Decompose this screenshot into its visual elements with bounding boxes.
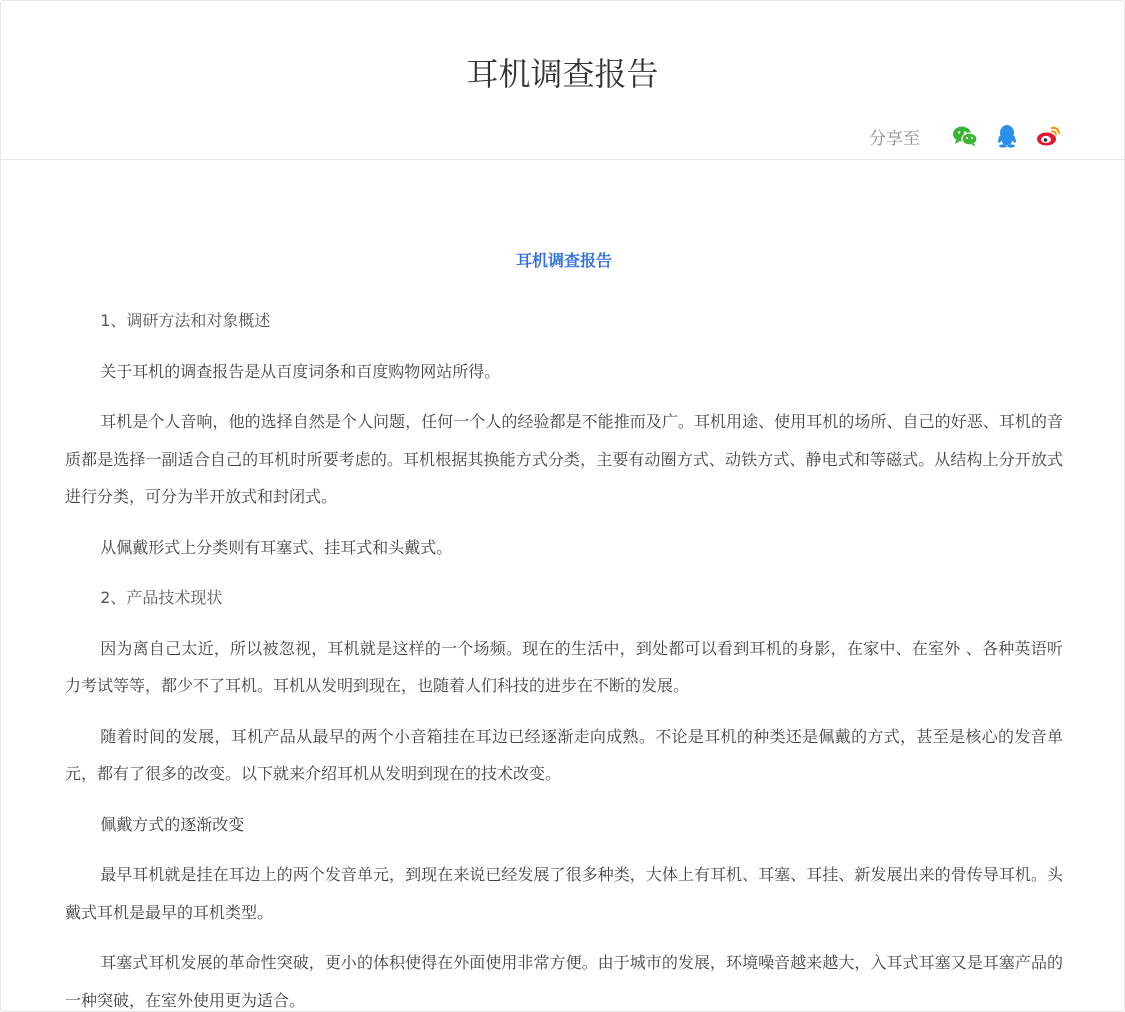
paragraph: 关于耳机的调查报告是从百度词条和百度购物网站所得。 (100, 361, 501, 381)
share-label: 分享至 (869, 128, 920, 149)
paragraph: 从佩戴形式上分类则有耳塞式、挂耳式和头戴式。 (100, 537, 453, 557)
paragraph: 耳塞式耳机发展的革命性突破，更小的体积使得在外面使用非常方便。由于城市的发展，环境噪音越来越大，入耳式耳塞又是耳塞产品的一种突破，在室外使用更为适合。 (65, 953, 1063, 1010)
section-heading: 1、调研方法和对象概述 (100, 311, 271, 330)
paragraph: 因为离自己太近，所以被忽视，耳机就是这样的一个场频。现在的生活中，到处都可以看到耳机的身影，在家中、在室外 、各种英语听力考试等等，都少不了耳机。耳机从发明到现在，也随着人们科技的进步在不断的发展。 (65, 638, 1063, 695)
qq-icon[interactable] (994, 123, 1020, 149)
wechat-icon[interactable] (952, 123, 978, 149)
paragraph: 随着时间的发展，耳机产品从最早的两个小音箱挂在耳边已经逐渐走向成熟。不论是耳机的种类还是佩戴的方式，甚至是核心的发音单元，都有了很多的改变。以下就来介绍耳机从发明到现在的技术改变。 (65, 726, 1063, 783)
share-bar (869, 121, 1062, 151)
section-heading: 2、产品技术现状 (100, 588, 223, 607)
paragraph: 最早耳机就是挂在耳边上的两个发音单元，到现在来说已经发展了很多种类，大体上有耳机、耳塞、耳挂、新发展出来的骨传导耳机。头戴式耳机是最早的耳机类型。 (65, 865, 1063, 922)
subsection-heading: 佩戴方式的逐渐改变 (100, 814, 245, 834)
paragraph: 耳机是个人音响，他的选择自然是个人问题，任何一个人的经验都是不能推而及广。耳机用途、使用耳机的场所、自己的好恶、耳机的音质都是选择一副适合自己的耳机时所要考虑的。耳机根据其换能方式分类，主要有动圈方式、动铁方式、静电式和等磁式。从结构上分开放式进行分类，可分为半开放式和封闭式。 (65, 412, 1063, 506)
page-header (1, 1, 1124, 160)
article-title: 耳机调查报告 (515, 251, 612, 270)
article-body (65, 251, 1063, 1012)
page-title: 耳机调查报告 (466, 55, 659, 93)
weibo-icon[interactable] (1036, 123, 1062, 149)
